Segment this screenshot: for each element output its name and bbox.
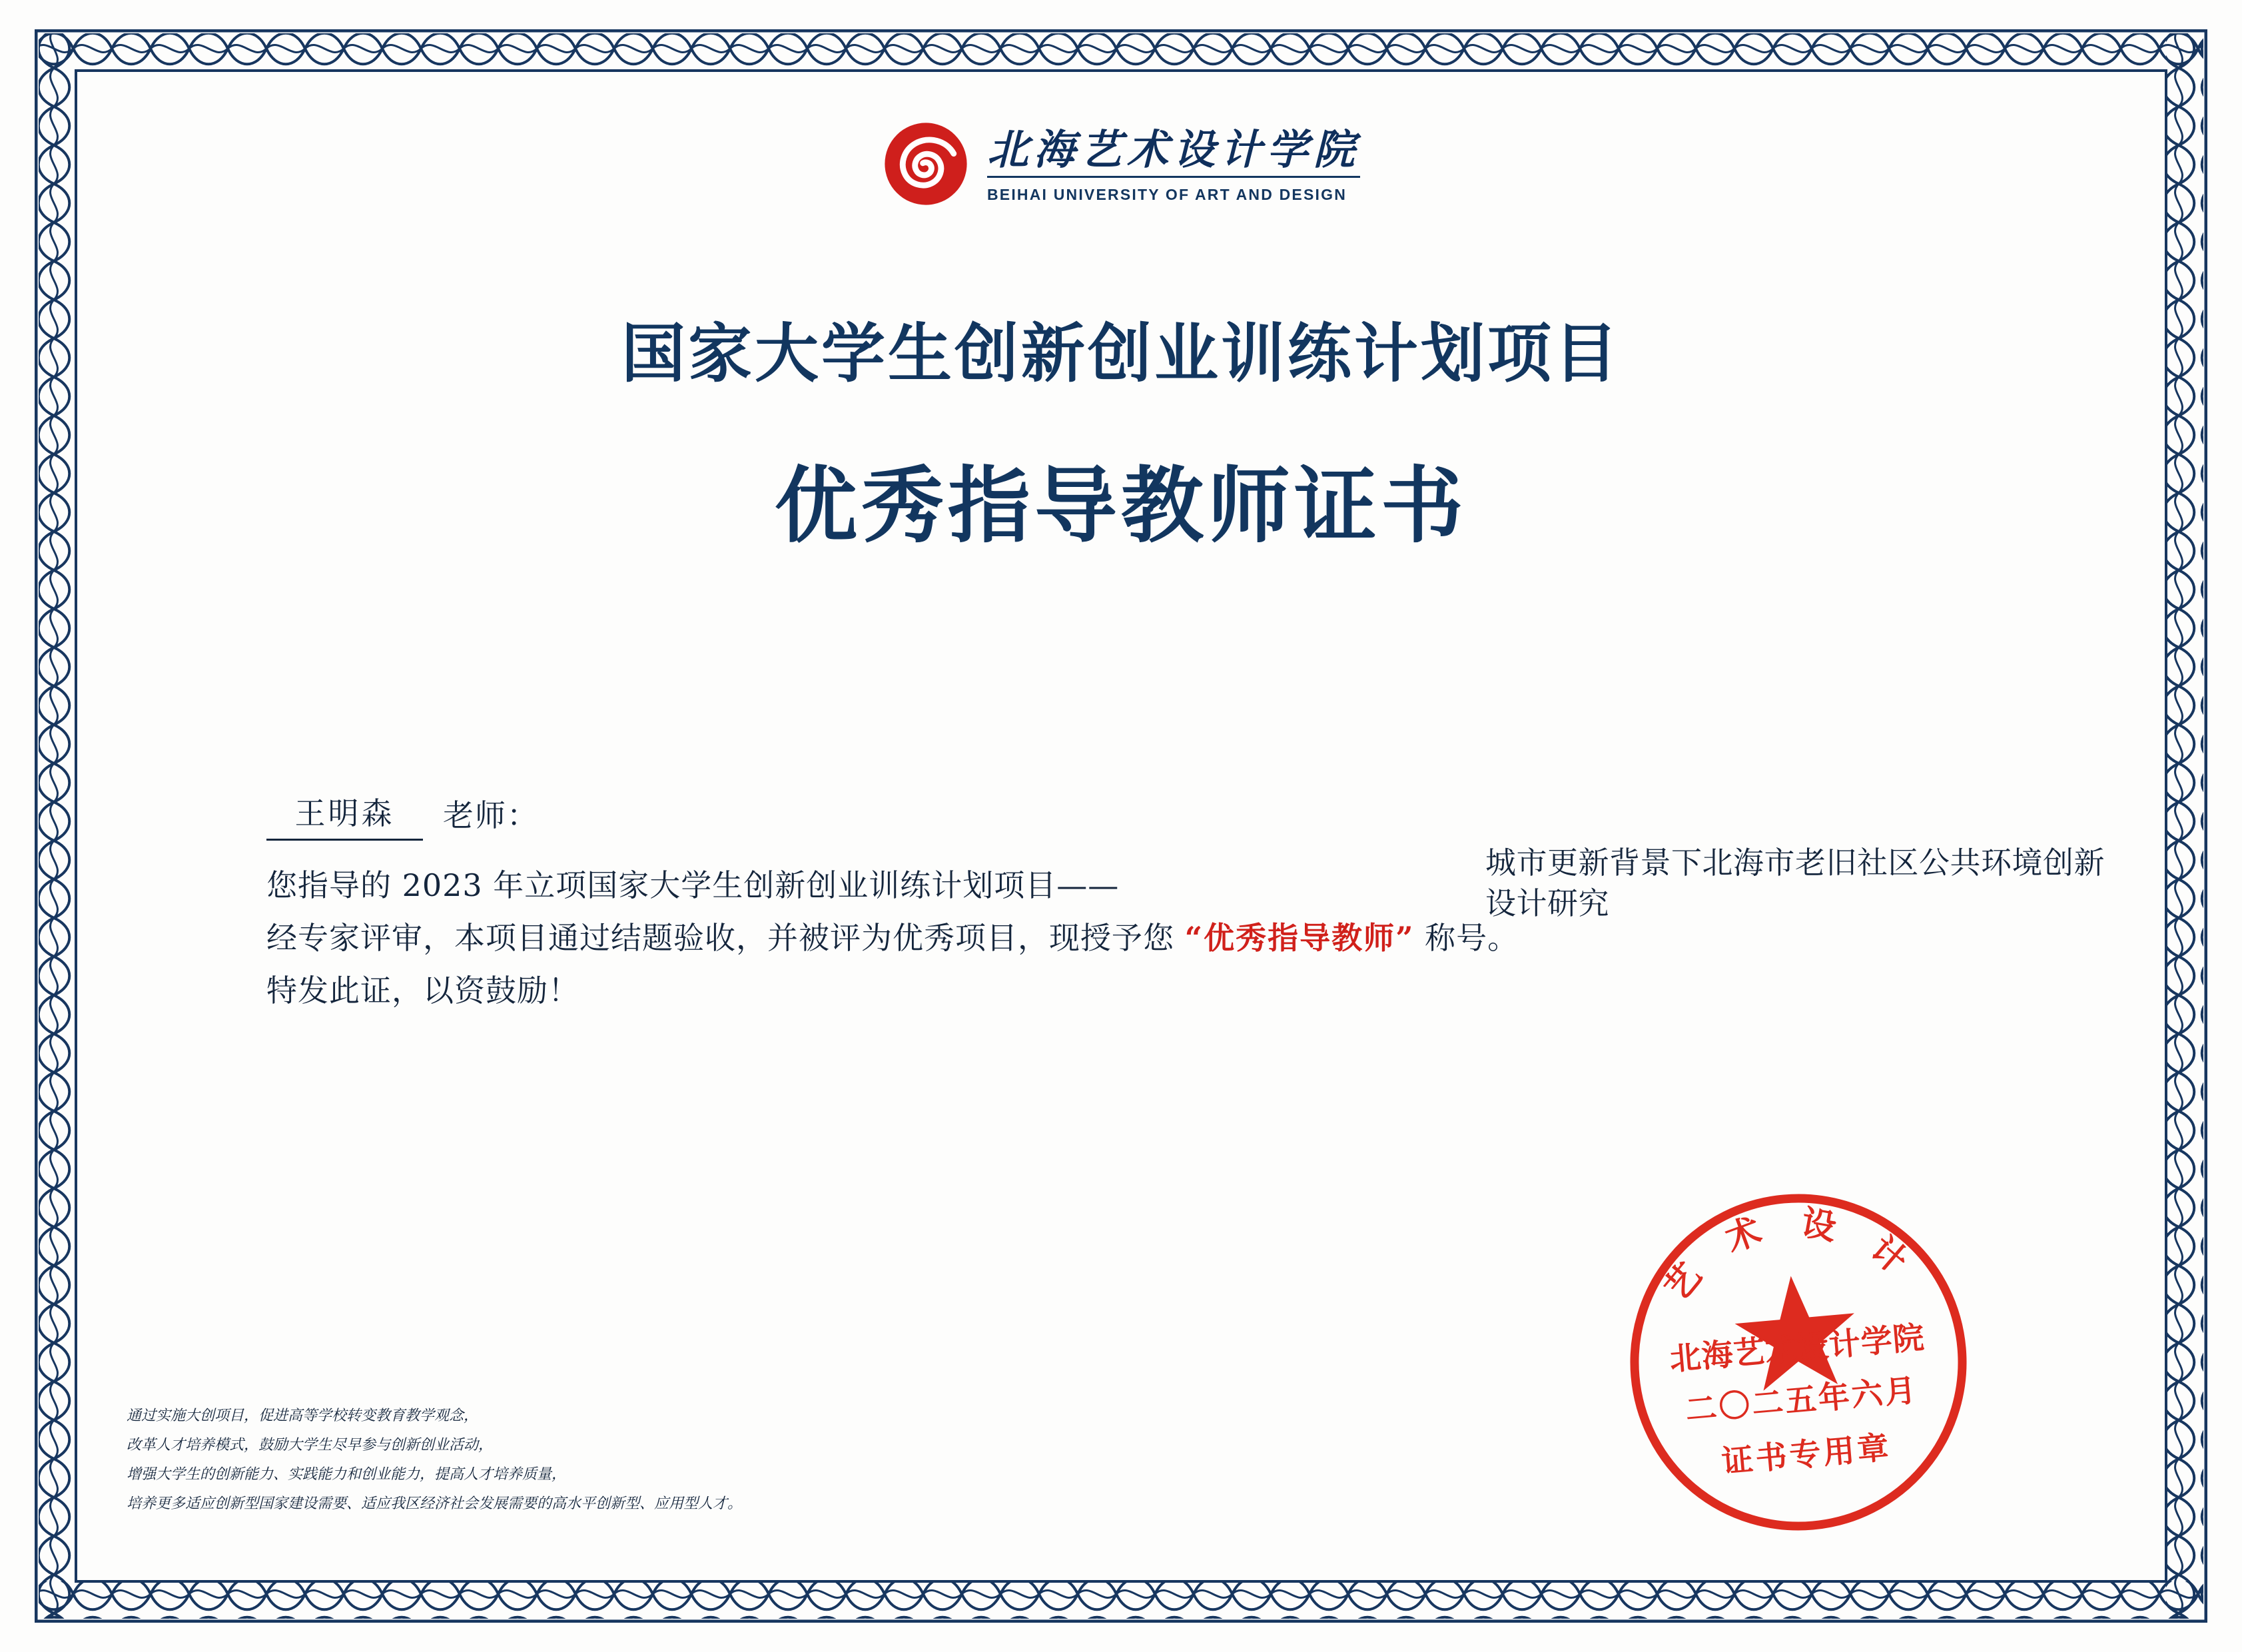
institution-name-en: BEIHAI UNIVERSITY OF ART AND DESIGN	[986, 185, 1347, 203]
body-line-3: 特发此证，以资鼓励！	[266, 973, 579, 1009]
body-line-2-part1: 经专家评审，本项目通过结题验收，并被评为优秀项目，现授予您	[266, 920, 1174, 957]
institution-name-cn: 北海艺术设计学院	[986, 125, 1360, 175]
recipient-suffix: 老师：	[443, 797, 539, 833]
project-title: 城市更新背景下北海市老旧社区公共环境创新设计研究	[1485, 845, 2105, 921]
honor-title-highlight: “优秀指导教师”	[1184, 920, 1415, 957]
institution-logo	[0, 120, 2242, 208]
footnote-line: 增强大学生的创新能力、实践能力和创业能力，提高人才培养质量，	[127, 1466, 567, 1483]
body-line-1: 您指导的 2023 年立项国家大学生创新创业训练计划项目——	[266, 867, 1120, 903]
certificate-title-line2: 优秀指导教师证书	[774, 458, 1467, 554]
seal-kind: 证书专用章	[1720, 1429, 1893, 1481]
official-seal	[1597, 1160, 2001, 1565]
seal-organization: 北海艺术设计学院	[1668, 1319, 1926, 1378]
svg-text:艺 术 设 计: 艺 术 设 计	[1656, 1202, 1924, 1308]
footnote-block	[127, 1402, 742, 1519]
certificate-title-line1: 国家大学生创新创业训练计划项目	[621, 316, 1621, 391]
footnote-line: 通过实施大创项目，促进高等学校转变教育教学观念，	[127, 1408, 479, 1424]
seal-date: 二〇二五年六月	[1684, 1372, 1920, 1429]
recipient-name: 王明森	[266, 789, 423, 841]
footnote-line: 改革人才培养模式，鼓励大学生尽早参与创新创业活动，	[127, 1437, 494, 1453]
footnote-line: 培养更多适应创新型国家建设需要、适应我区经济社会发展需要的高水平创新型、应用型人才。	[127, 1495, 743, 1512]
recipient-line	[266, 789, 2112, 841]
body-line-2-part2: 称号。	[1425, 920, 1519, 957]
swirl-wave-logo-icon	[882, 120, 970, 208]
logo-divider	[987, 176, 1360, 178]
